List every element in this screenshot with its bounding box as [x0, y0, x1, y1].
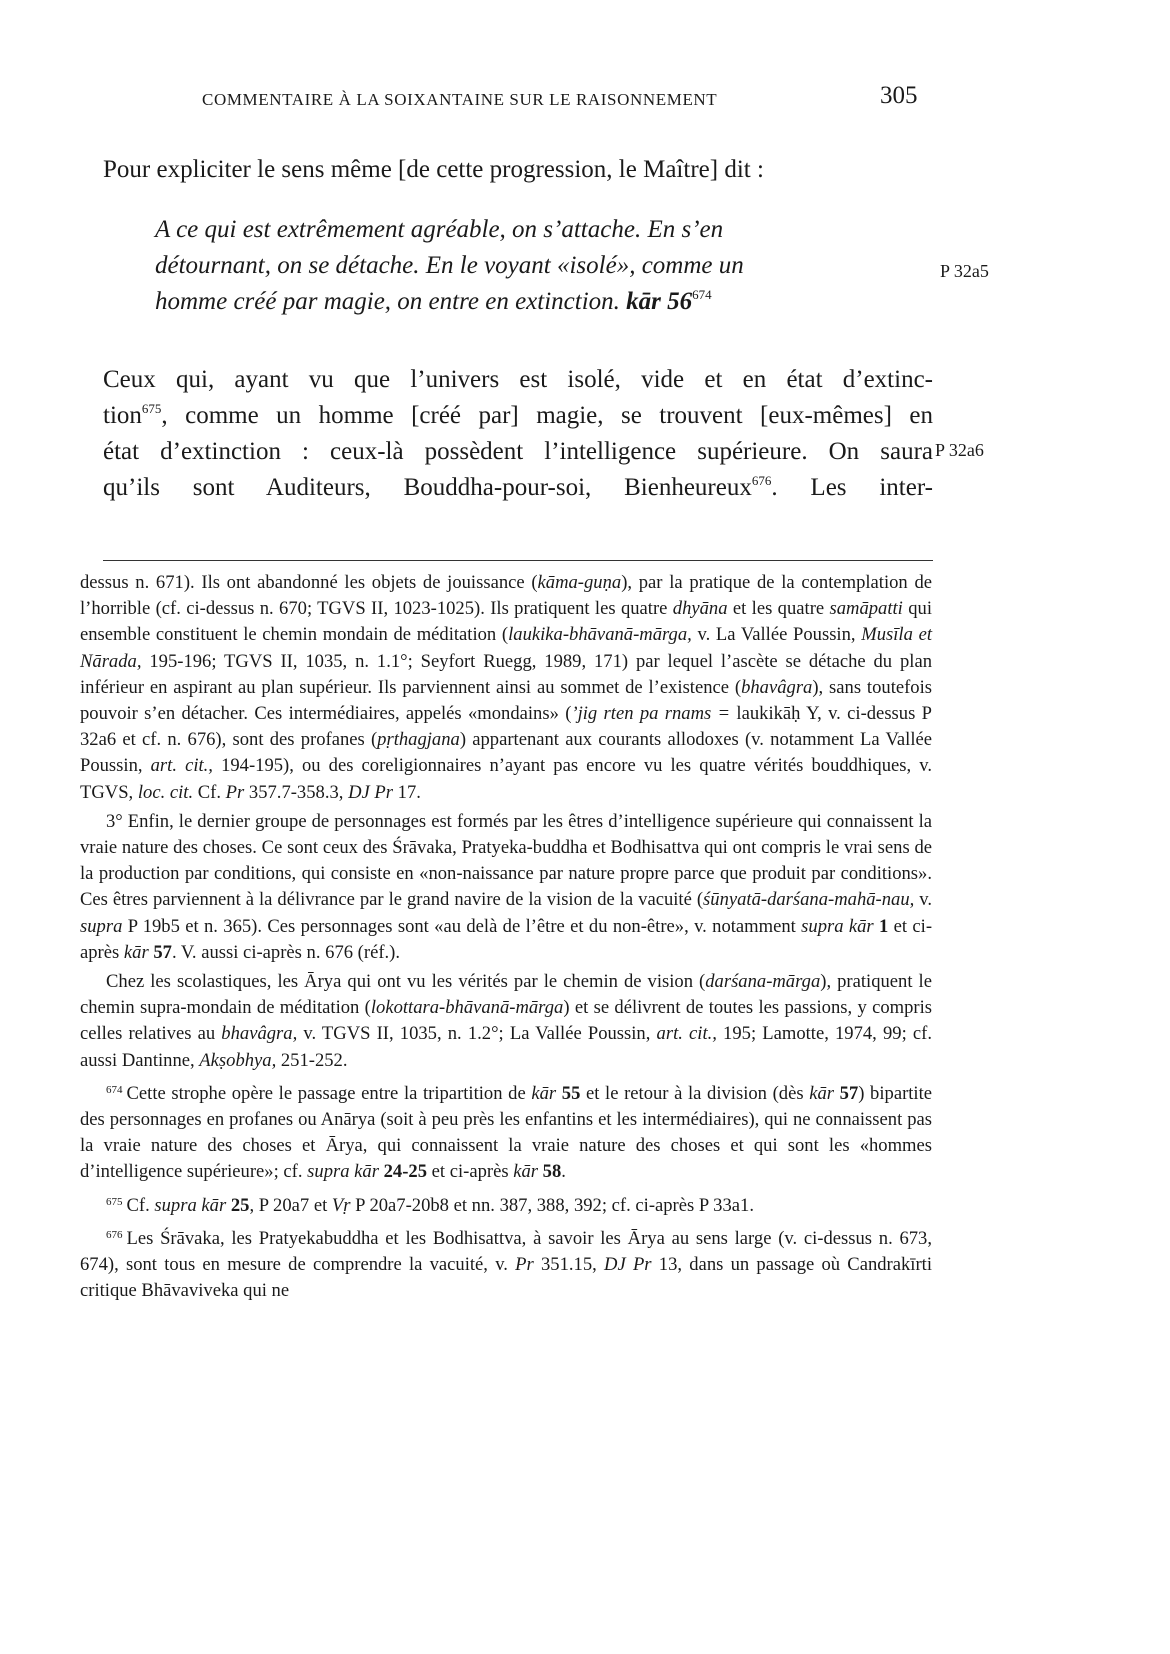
margin-ref: P 32a6	[935, 440, 984, 460]
footnote-ref-674[interactable]: 674	[692, 287, 712, 302]
verse-kar-56	[155, 212, 915, 320]
main-paragraph	[103, 362, 933, 506]
footnote-number: 675	[106, 1195, 123, 1208]
footnote-paragraph: Chez les scolastiques, les Ārya qui ont vu les vérités par le chemin de vision (darśana-mārga), pratiquent le chemin supra-mondain de méditation (lokottara-bhāvanā-mārga) et se délivrent de toutes les passions, y compris celles relatives au bhavâgra, v. TGVS II, 1035, n. 1.2°; La Vallée Poussin, art. cit., 195; Lamotte, 1974, 99; cf. aussi Dantinne, Akṣobhya, 251-252.	[80, 971, 932, 1071]
main-line	[103, 398, 933, 434]
main-text: . Les inter-	[771, 474, 933, 501]
footnotes	[80, 570, 932, 1307]
main-line: état d’extinction : ceux-là possèdent l’intelligence supérieure. On saura	[103, 438, 933, 465]
footnote-continuation: dessus n. 671). Ils ont abandonné les objets de jouissance (kāma-guṇa), par la pratique de la contemplation de l’horrible (cf. ci-dessus n. 670; TGVS II, 1023-1025). Ils pratiquent les quatre dhyāna et les quatre samāpatti qui ensemble constituent le chemin mondain de méditation (laukika-bhāvanā-mārga, v. La Vallée Poussin, Musīla et Nārada, 195-196; TGVS II, 1035, n. 1.1°; Seyfort Ruegg, 1989, 171) par lequel l’ascète se détache du plan inférieur en aspirant au plan supérieur. Ils parviennent ainsi au sommet de l’existence (bhavâgra), sans toutefois pouvoir s’en détacher. Ces intermédiaires, appelés «mondains» (’jig rten pa rnams = laukikāḥ Y, v. ci-dessus P 32a6 et cf. n. 676), sont des profanes (pṛthagjana) appartenant aux courants allodoxes (v. notamment La Vallée Poussin, art. cit., 194-195), ou des coreligionnaires n’ayant pas encore vu les quatre vérités bouddhiques, v. TGVS, loc. cit. Cf. Pr 357.7-358.3, DJ Pr 17.	[80, 572, 933, 803]
main-line	[103, 470, 933, 506]
verse-line-last	[155, 284, 915, 320]
verse-line: A ce qui est extrêmement agréable, on s’attache. En s’en	[155, 216, 724, 243]
main-text: tion	[103, 402, 142, 429]
page-number: 305	[880, 82, 918, 109]
footnote-ref-676[interactable]: 676	[751, 473, 772, 488]
verse-line: détournant, on se détache. En le voyant «isolé», comme un	[155, 252, 744, 279]
kar-label: kār 56	[626, 288, 693, 315]
main-line: Ceux qui, ayant vu que l’univers est isolé, vide et en état d’extinc-	[103, 366, 933, 393]
footnote-separator	[103, 560, 933, 561]
footnote-674: $^{674}$ Cette strophe opère le passage entre la tripartition de kār 55 et le retour à la division (dès kār 57) bipartite des personnages en profanes ou Anārya (soit à peu près les enfantins et les intermédiaires), qui ne connaissent pas la vraie nature des choses et Ārya, qui connaissent la vraie nature des choses et qui sont les «hommes d’intelligence supérieure»; cf. supra kār 24-25 et ci-après kār 58.	[80, 1082, 933, 1183]
footnote-number: 676	[106, 1228, 123, 1241]
page-header	[180, 82, 940, 122]
running-title: COMMENTAIRE À LA SOIXANTAINE SUR LE RAISONNEMENT	[202, 90, 718, 109]
footnote-paragraph: 3° Enfin, le dernier groupe de personnages est formés par les êtres d’intelligence supérieure qui connaissent la vraie nature des choses. Ce sont ceux des Śrāvaka, Pratyeka-buddha et Bodhisattva qui ont compris le vrai sens de la production par conditions, qui consiste en «non-naissance par nature propre parce que produit par conditions». Ces êtres parviennent à la délivrance par le grand navire de la vision de la vacuité (śūnyatā-darśana-mahā-nau, v. supra P 19b5 et n. 365). Ces personnages sont «au delà de l’être et du non-être», v. notamment supra kār 1 et ci-après kār 57. V. aussi ci-après n. 676 (réf.).	[80, 810, 933, 963]
verse-line-text: homme créé par magie, on entre en extinction.	[155, 288, 620, 315]
intro-sentence: Pour expliciter le sens même [de cette progression, le Maître] dit :	[103, 156, 764, 183]
footnote-number: 674	[106, 1083, 123, 1096]
main-text: , comme un homme [créé par] magie, se trouvent [eux-mêmes] en	[161, 402, 933, 429]
margin-ref: P 32a5	[940, 261, 989, 281]
footnote-ref-675[interactable]: 675	[141, 401, 162, 416]
footnote-675: $^{675}$ Cf. supra kār 25, P 20a7 et Vṛ P 20a7-20b8 et nn. 387, 388, 392; cf. ci-après P 33a1.	[106, 1194, 754, 1216]
footnote-676: $^{676}$ Les Śrāvaka, les Pratyekabuddha et les Bodhisattva, à savoir les Ārya au sens large (v. ci-dessus n. 673, 674), sont tous en mesure de comprendre la vacuité, v. Pr 351.15, DJ Pr 13, dans un passage où Candrakīrti critique Bhāvaviveka qui ne	[80, 1227, 932, 1302]
main-text: qu’ils sont Auditeurs, Bouddha-pour-soi, Bienheureux	[103, 474, 752, 501]
